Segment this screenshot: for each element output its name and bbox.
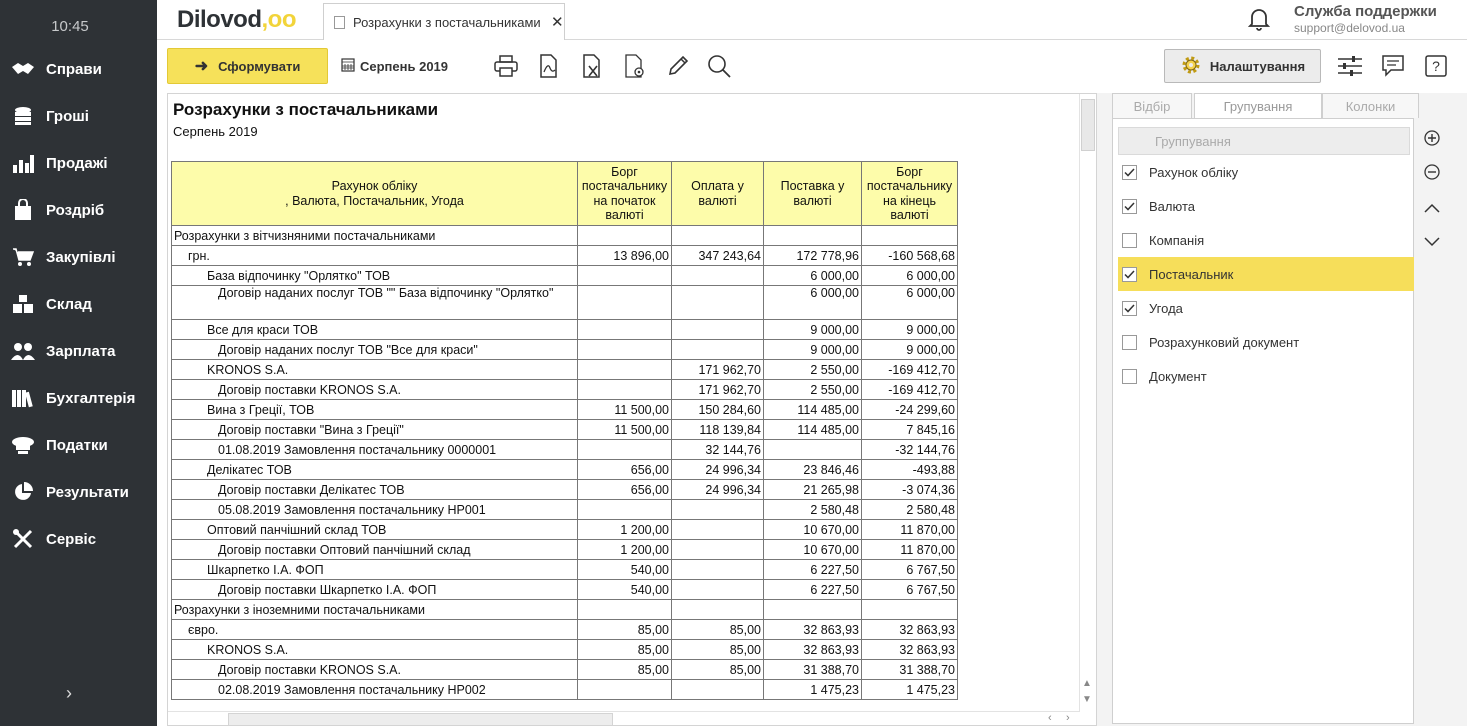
row-value: 32 863,93 <box>862 640 958 660</box>
row-value: 24 996,34 <box>672 460 764 480</box>
row-value: 540,00 <box>578 560 672 580</box>
table-row[interactable] <box>172 460 958 480</box>
row-label: Договір поставки Шкарпетко І.А. ФОП <box>172 580 578 600</box>
people-icon <box>10 340 36 362</box>
row-label: Договір поставки Делікатес ТОВ <box>172 480 578 500</box>
row-value: 6 227,50 <box>764 580 862 600</box>
row-value: 31 388,70 <box>764 660 862 680</box>
checkbox[interactable] <box>1122 233 1137 248</box>
sidebar-item-rozdrib[interactable] <box>10 195 150 225</box>
table-row[interactable] <box>172 320 958 340</box>
sidebar-item-rezultaty[interactable] <box>10 477 150 507</box>
table-row[interactable] <box>172 480 958 500</box>
check-icon <box>1124 202 1135 211</box>
row-value <box>578 286 672 320</box>
row-value: -32 144,76 <box>862 440 958 460</box>
remove-icon[interactable] <box>1422 162 1442 182</box>
settings-button[interactable] <box>1164 49 1321 83</box>
column-header-text: Рахунок обліку , Валюта, Постачальник, Угода <box>285 179 464 208</box>
row-value: 6 000,00 <box>862 266 958 286</box>
row-value: 10 670,00 <box>764 540 862 560</box>
row-value <box>578 266 672 286</box>
row-value: 118 139,84 <box>672 420 764 440</box>
sidebar-item-prodazhi[interactable] <box>10 148 150 178</box>
row-value: 6 767,50 <box>862 580 958 600</box>
row-value: 6 000,00 <box>764 266 862 286</box>
move-down-icon[interactable] <box>1422 232 1442 252</box>
table-row[interactable] <box>172 660 958 680</box>
column-header-account <box>172 162 578 226</box>
sidebar-item-zarplata[interactable] <box>10 336 150 366</box>
grouping-item-label: Документ <box>1149 368 1207 384</box>
row-value: 172 778,96 <box>764 246 862 266</box>
move-up-icon[interactable] <box>1422 198 1442 218</box>
handshake-icon <box>10 58 36 80</box>
sidebar-item-groshi[interactable] <box>10 101 150 131</box>
row-value <box>862 226 958 246</box>
row-label: База відпочинку "Орлятко" ТОВ <box>172 266 578 286</box>
checkbox-checked[interactable] <box>1122 165 1137 180</box>
export-pdf-icon[interactable] <box>536 53 562 79</box>
row-value: -24 299,60 <box>862 400 958 420</box>
chevron-right-icon[interactable]: › <box>66 683 72 703</box>
row-value: 13 896,00 <box>578 246 672 266</box>
row-value: 23 846,46 <box>764 460 862 480</box>
row-label: 02.08.2019 Замовлення постачальнику НР002 <box>172 680 578 700</box>
generate-label: Сформувати <box>218 58 301 74</box>
shopping-bag-icon <box>10 199 36 221</box>
row-value: 85,00 <box>672 620 764 640</box>
row-label: Договір наданих послуг ТОВ "" База відпочинку "Орлятко" <box>172 286 578 320</box>
row-value <box>578 680 672 700</box>
tab-filter[interactable]: Відбір <box>1112 93 1192 118</box>
row-value: 2 580,48 <box>764 500 862 520</box>
table-row[interactable] <box>172 286 958 320</box>
table-row[interactable] <box>172 340 958 360</box>
row-value: 1 200,00 <box>578 520 672 540</box>
row-label: KRONOS S.A. <box>172 640 578 660</box>
column-header-text: Поставка у валюті <box>780 179 845 208</box>
sidebar-item-bukhhalteriya[interactable] <box>10 383 150 413</box>
support-email[interactable]: support@delovod.ua <box>1294 21 1405 35</box>
row-label: KRONOS S.A. <box>172 360 578 380</box>
sidebar-item-label: Закупівлі <box>46 248 116 266</box>
row-value: 171 962,70 <box>672 360 764 380</box>
grouping-item[interactable] <box>1118 223 1414 257</box>
support-title[interactable]: Служба поддержки <box>1294 3 1437 20</box>
sidebar-item-label: Бухгалтерія <box>46 389 136 407</box>
row-value <box>578 500 672 520</box>
period-label: Серпень 2019 <box>360 59 449 74</box>
table-row[interactable] <box>172 420 958 440</box>
pencil-icon[interactable] <box>665 53 691 79</box>
table-row[interactable] <box>172 540 958 560</box>
report-area <box>167 93 1097 726</box>
row-value <box>578 320 672 340</box>
row-label: Розрахунки з вітчизняними постачальниками <box>172 226 578 246</box>
row-value <box>672 500 764 520</box>
row-label: Вина з Греції, ТОВ <box>172 400 578 420</box>
row-value: 6 000,00 <box>764 286 862 320</box>
sidebar-item-sklad[interactable] <box>10 289 150 319</box>
checkbox-checked[interactable] <box>1122 301 1137 316</box>
sidebar-item-servis[interactable] <box>10 524 150 554</box>
row-value <box>672 226 764 246</box>
sidebar-item-spravy[interactable] <box>10 54 150 84</box>
row-value <box>764 226 862 246</box>
row-value <box>672 266 764 286</box>
row-value: -169 412,70 <box>862 360 958 380</box>
books-icon <box>10 387 36 409</box>
row-value: -3 074,36 <box>862 480 958 500</box>
row-value: 11 500,00 <box>578 400 672 420</box>
sidebar-item-zakupivli[interactable] <box>10 242 150 272</box>
grouping-item[interactable] <box>1118 155 1414 189</box>
row-value: 10 670,00 <box>764 520 862 540</box>
report-title: Розрахунки з постачальниками <box>173 100 439 119</box>
row-value <box>862 600 958 620</box>
checkbox[interactable] <box>1122 335 1137 350</box>
toolbar <box>157 40 1467 92</box>
svg-text:?: ? <box>1432 58 1440 74</box>
scroll-right-icon[interactable]: › <box>1066 712 1070 724</box>
tab-title: Розрахунки з постачальниками <box>353 14 541 30</box>
row-value: 85,00 <box>578 640 672 660</box>
cart-icon <box>10 246 36 268</box>
checkbox-checked[interactable] <box>1122 199 1137 214</box>
row-value <box>578 600 672 620</box>
generate-button[interactable] <box>167 48 328 84</box>
close-icon[interactable]: ✕ <box>551 14 564 31</box>
column-header-text: Оплата у валюті <box>691 179 744 208</box>
sidebar-item-label: Гроші <box>46 107 89 125</box>
row-value <box>578 360 672 380</box>
table-row[interactable] <box>172 380 958 400</box>
report-table <box>171 161 958 700</box>
officer-hat-icon <box>10 434 36 456</box>
logo-text: Dilovod <box>177 6 262 33</box>
table-row[interactable] <box>172 640 958 660</box>
row-value: -169 412,70 <box>862 380 958 400</box>
scroll-thumb[interactable] <box>228 713 613 726</box>
row-label: Договір поставки "Вина з Греції" <box>172 420 578 440</box>
grouping-list <box>1112 118 1414 724</box>
table-header-row <box>172 162 958 226</box>
row-value: 114 485,00 <box>764 420 862 440</box>
row-value <box>578 440 672 460</box>
row-value: 1 475,23 <box>862 680 958 700</box>
row-value: 150 284,60 <box>672 400 764 420</box>
row-value: 540,00 <box>578 580 672 600</box>
row-label: євро. <box>172 620 578 640</box>
row-value <box>672 320 764 340</box>
row-value: 114 485,00 <box>764 400 862 420</box>
row-value: 9 000,00 <box>764 340 862 360</box>
help-icon[interactable] <box>1423 53 1449 79</box>
sidebar-item-label: Справи <box>46 60 102 78</box>
report-period: Серпень 2019 <box>173 124 258 139</box>
row-value: 656,00 <box>578 460 672 480</box>
check-icon <box>1124 270 1135 279</box>
table-row[interactable] <box>172 580 958 600</box>
row-value <box>672 600 764 620</box>
scroll-up-icon[interactable]: ▲ <box>1082 678 1092 689</box>
export-excel-icon[interactable] <box>579 53 605 79</box>
row-value: 32 863,93 <box>764 620 862 640</box>
row-value <box>578 226 672 246</box>
row-value: 11 500,00 <box>578 420 672 440</box>
row-value: 2 580,48 <box>862 500 958 520</box>
settings-panel <box>1097 93 1467 726</box>
export-settings-icon[interactable] <box>622 53 648 79</box>
row-label: Договір наданих послуг ТОВ "Все для краси" <box>172 340 578 360</box>
row-value <box>672 520 764 540</box>
grouping-item-label: Розрахунковий документ <box>1149 334 1300 350</box>
grouping-item[interactable] <box>1118 325 1414 359</box>
sidebar-item-label: Результати <box>46 483 129 501</box>
row-value <box>578 340 672 360</box>
sidebar-item-label: Склад <box>46 295 92 313</box>
checkbox-checked[interactable] <box>1122 267 1137 282</box>
checkbox[interactable] <box>1122 369 1137 384</box>
row-value <box>672 680 764 700</box>
table-row[interactable] <box>172 246 958 266</box>
add-icon[interactable] <box>1422 128 1442 148</box>
sidebar-item-label: Роздріб <box>46 201 105 219</box>
row-value: 1 200,00 <box>578 540 672 560</box>
arrow-right-icon: ➜ <box>194 58 209 75</box>
grouping-item-label: Рахунок обліку <box>1149 164 1239 180</box>
row-label: Оптовий панчішний склад ТОВ <box>172 520 578 540</box>
pie-chart-icon <box>10 481 36 503</box>
row-value: 32 144,76 <box>672 440 764 460</box>
grouping-item-label: Компанія <box>1149 232 1205 248</box>
row-value: 85,00 <box>672 640 764 660</box>
table-row[interactable] <box>172 680 958 700</box>
sidebar-item-podatky[interactable] <box>10 430 150 460</box>
scroll-down-icon[interactable]: ▼ <box>1082 694 1092 705</box>
column-header-payment <box>672 162 764 226</box>
row-value <box>672 286 764 320</box>
row-label: Все для краси ТОВ <box>172 320 578 340</box>
row-value: 11 870,00 <box>862 540 958 560</box>
row-value: 2 550,00 <box>764 360 862 380</box>
table-row[interactable] <box>172 600 958 620</box>
chat-icon[interactable] <box>1380 53 1406 79</box>
row-value: 31 388,70 <box>862 660 958 680</box>
row-label: Договір поставки Оптовий панчішний склад <box>172 540 578 560</box>
sidebar-item-label: Продажі <box>46 154 108 172</box>
row-label: Шкарпетко І.А. ФОП <box>172 560 578 580</box>
logo-dots: ,oo <box>261 6 296 33</box>
gear-icon <box>1180 54 1202 79</box>
row-value: 7 845,16 <box>862 420 958 440</box>
grouping-item-label: Валюта <box>1149 198 1195 214</box>
row-label: 01.08.2019 Замовлення постачальнику 0000001 <box>172 440 578 460</box>
row-value: 9 000,00 <box>862 340 958 360</box>
row-value: 32 863,93 <box>862 620 958 640</box>
row-label: Договір поставки KRONOS S.A. <box>172 660 578 680</box>
row-value: 85,00 <box>578 660 672 680</box>
row-value <box>764 600 862 620</box>
bar-chart-icon <box>10 152 36 174</box>
vertical-scrollbar[interactable] <box>1079 94 1096 726</box>
table-row[interactable] <box>172 560 958 580</box>
scroll-left-icon[interactable]: ‹ <box>1048 712 1052 724</box>
table-row[interactable] <box>172 520 958 540</box>
row-label: грн. <box>172 246 578 266</box>
row-value: 21 265,98 <box>764 480 862 500</box>
boxes-icon <box>10 293 36 315</box>
tab-grouping[interactable]: Групування <box>1194 93 1322 118</box>
calendar-icon <box>341 58 355 75</box>
row-value: -493,88 <box>862 460 958 480</box>
table-row[interactable] <box>172 226 958 246</box>
row-value: 6 227,50 <box>764 560 862 580</box>
grouping-header: Группування <box>1118 127 1410 155</box>
grouping-item-label: Угода <box>1149 300 1183 316</box>
row-value: 656,00 <box>578 480 672 500</box>
document-icon <box>334 16 345 29</box>
search-icon[interactable] <box>706 53 732 79</box>
row-label: Розрахунки з іноземними постачальниками <box>172 600 578 620</box>
row-value <box>672 560 764 580</box>
row-value: 6 767,50 <box>862 560 958 580</box>
horizontal-scrollbar[interactable] <box>168 711 1080 726</box>
table-row[interactable] <box>172 360 958 380</box>
row-value: 347 243,64 <box>672 246 764 266</box>
grouping-item[interactable] <box>1118 291 1414 325</box>
row-value <box>764 440 862 460</box>
row-value: 32 863,93 <box>764 640 862 660</box>
grouping-item[interactable] <box>1118 257 1414 291</box>
row-value: 9 000,00 <box>764 320 862 340</box>
row-label: 05.08.2019 Замовлення постачальнику НР001 <box>172 500 578 520</box>
sliders-icon[interactable] <box>1337 53 1363 79</box>
tools-icon <box>10 528 36 550</box>
row-value: 24 996,34 <box>672 480 764 500</box>
clock: 10:45 <box>51 18 89 35</box>
row-value: 6 000,00 <box>862 286 958 320</box>
tab-report[interactable] <box>323 3 565 40</box>
print-icon[interactable] <box>493 53 519 79</box>
scroll-thumb[interactable] <box>1081 99 1095 151</box>
sidebar <box>0 0 157 726</box>
row-value <box>672 580 764 600</box>
table-row[interactable] <box>172 620 958 640</box>
table-row[interactable] <box>172 266 958 286</box>
row-value: 1 475,23 <box>764 680 862 700</box>
row-value <box>578 380 672 400</box>
row-label: Делікатес ТОВ <box>172 460 578 480</box>
row-label: Договір поставки KRONOS S.A. <box>172 380 578 400</box>
column-header-text: Борг постачальнику на початок валюті <box>581 164 668 222</box>
coins-icon <box>10 105 36 127</box>
logo[interactable] <box>177 6 296 34</box>
check-icon <box>1124 304 1135 313</box>
column-header-debt-start <box>578 162 672 226</box>
row-value <box>672 540 764 560</box>
check-icon <box>1124 168 1135 177</box>
tab-columns[interactable]: Колонки <box>1322 93 1419 118</box>
row-value <box>672 340 764 360</box>
grouping-item-label: Постачальник <box>1149 266 1234 282</box>
column-header-text: Борг постачальнику на кінець валюті <box>866 164 953 222</box>
sidebar-item-label: Податки <box>46 436 108 454</box>
row-value: -160 568,68 <box>862 246 958 266</box>
row-value: 85,00 <box>578 620 672 640</box>
table-row[interactable] <box>172 400 958 420</box>
period-selector[interactable] <box>341 58 448 75</box>
table-row[interactable] <box>172 500 958 520</box>
sidebar-item-label: Сервіс <box>46 530 97 548</box>
report-body <box>172 226 958 700</box>
sidebar-item-label: Зарплата <box>46 342 116 360</box>
grouping-item[interactable] <box>1118 359 1414 393</box>
top-bar <box>157 0 1467 40</box>
bell-icon[interactable] <box>1248 7 1270 36</box>
column-header-debt-end <box>862 162 958 226</box>
row-value: 171 962,70 <box>672 380 764 400</box>
settings-label: Налаштування <box>1209 58 1306 74</box>
row-value: 11 870,00 <box>862 520 958 540</box>
table-row[interactable] <box>172 440 958 460</box>
column-header-delivery <box>764 162 862 226</box>
grouping-item[interactable] <box>1118 189 1414 223</box>
row-value: 85,00 <box>672 660 764 680</box>
row-value: 2 550,00 <box>764 380 862 400</box>
row-value: 9 000,00 <box>862 320 958 340</box>
